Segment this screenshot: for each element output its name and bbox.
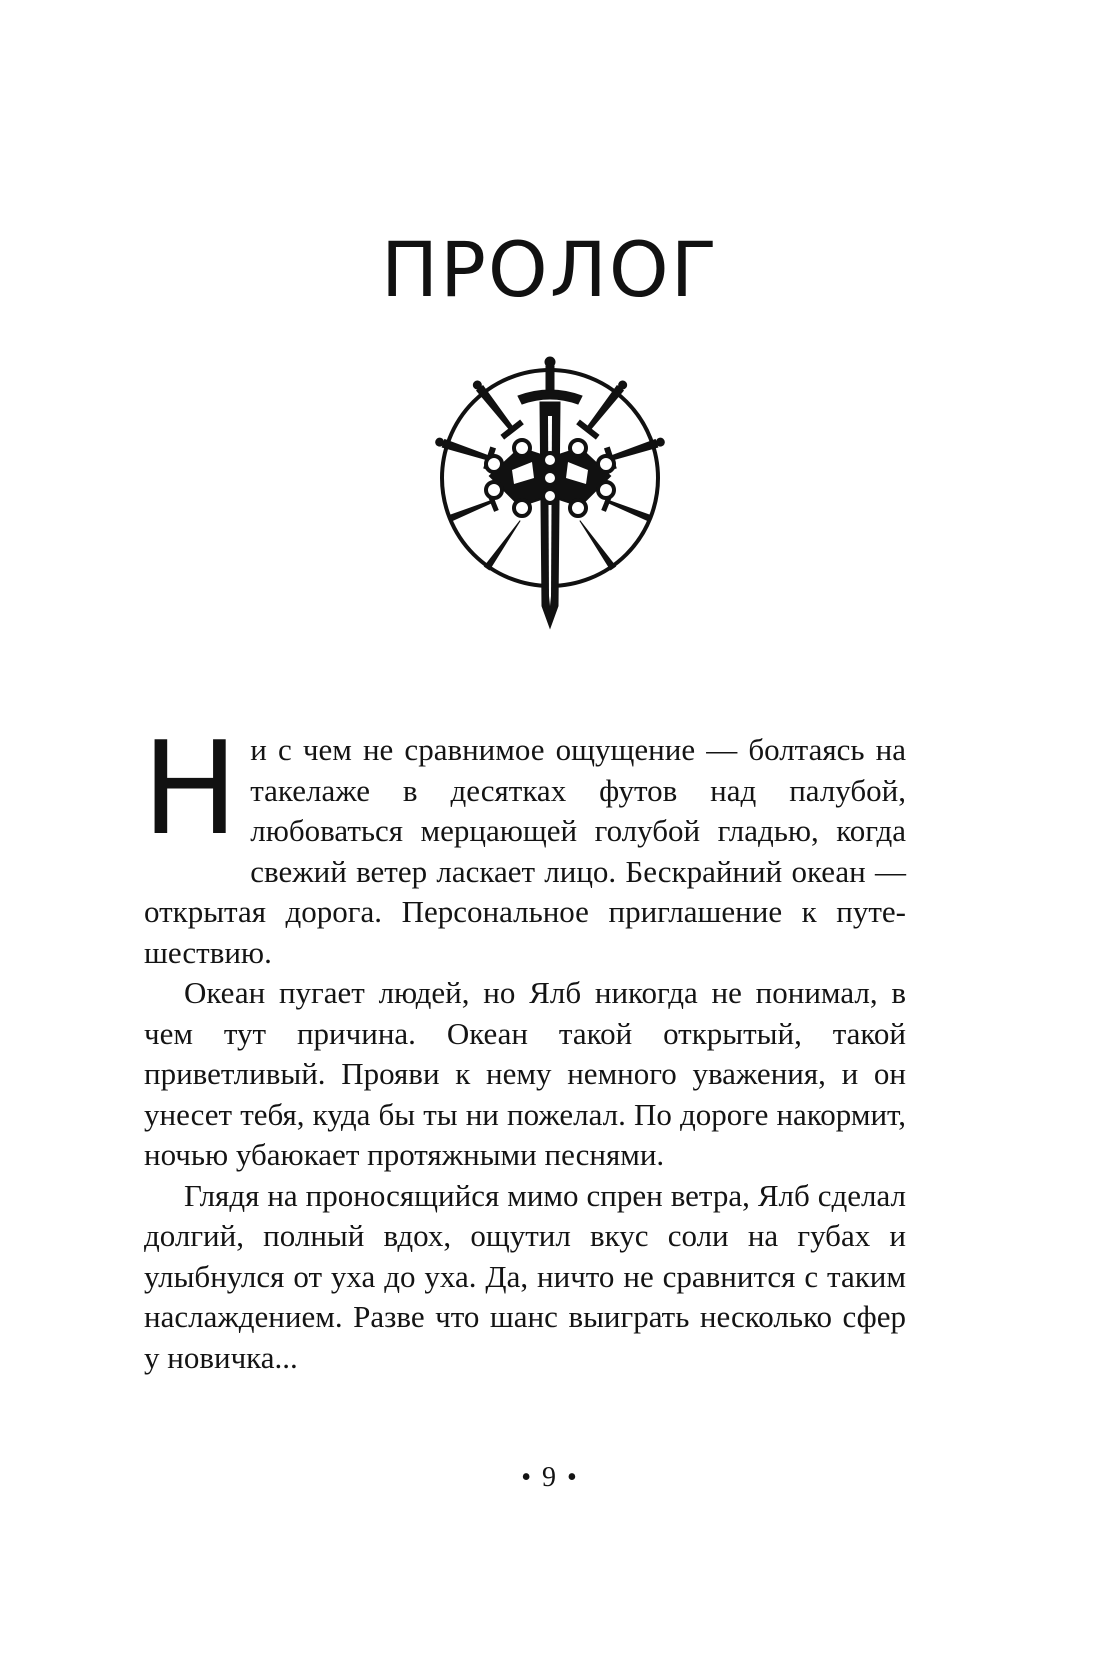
paragraph-1: [142, 715, 906, 973]
chapter-title: ПРОЛОГ: [380, 225, 720, 314]
paragraph-1-text: и с чем не сравнимое ощущение — болтаясь на такелаже в десятках футов над палубой, любоваться мерцающей голубой гладью, когда свежий ветер ласкает лицо. Бескрайний океан — открытая дорога. Персональное приглашение к путешествию.: [144, 732, 906, 970]
page-number: • 9 •: [521, 1462, 579, 1493]
paragraph-2: Океан пугает людей, но Ялб никогда не понимал, в чем тут причина. Океан такой открытый, такой приветливый. Прояви к нему немного уважения, и он унесет тебя, куда бы ты ни пожелал. По дороге накормит, ночью убаюкает протяжными песнями.: [144, 975, 906, 1172]
paragraph-3: Глядя на проносящийся мимо спрен ветра, Ялб сделал долгий, полный вдох, ощутил вкус соли на губах и улыбнулся от уха до уха. Да, ничто не сравнится с таким наслаждением. Разве что шанс выиграть несколько сфер у новичка...: [144, 1177, 906, 1375]
crossed-swords-emblem-icon: [394, 356, 706, 632]
drop-cap: Н: [142, 715, 239, 864]
prologue-text: [142, 715, 906, 1378]
